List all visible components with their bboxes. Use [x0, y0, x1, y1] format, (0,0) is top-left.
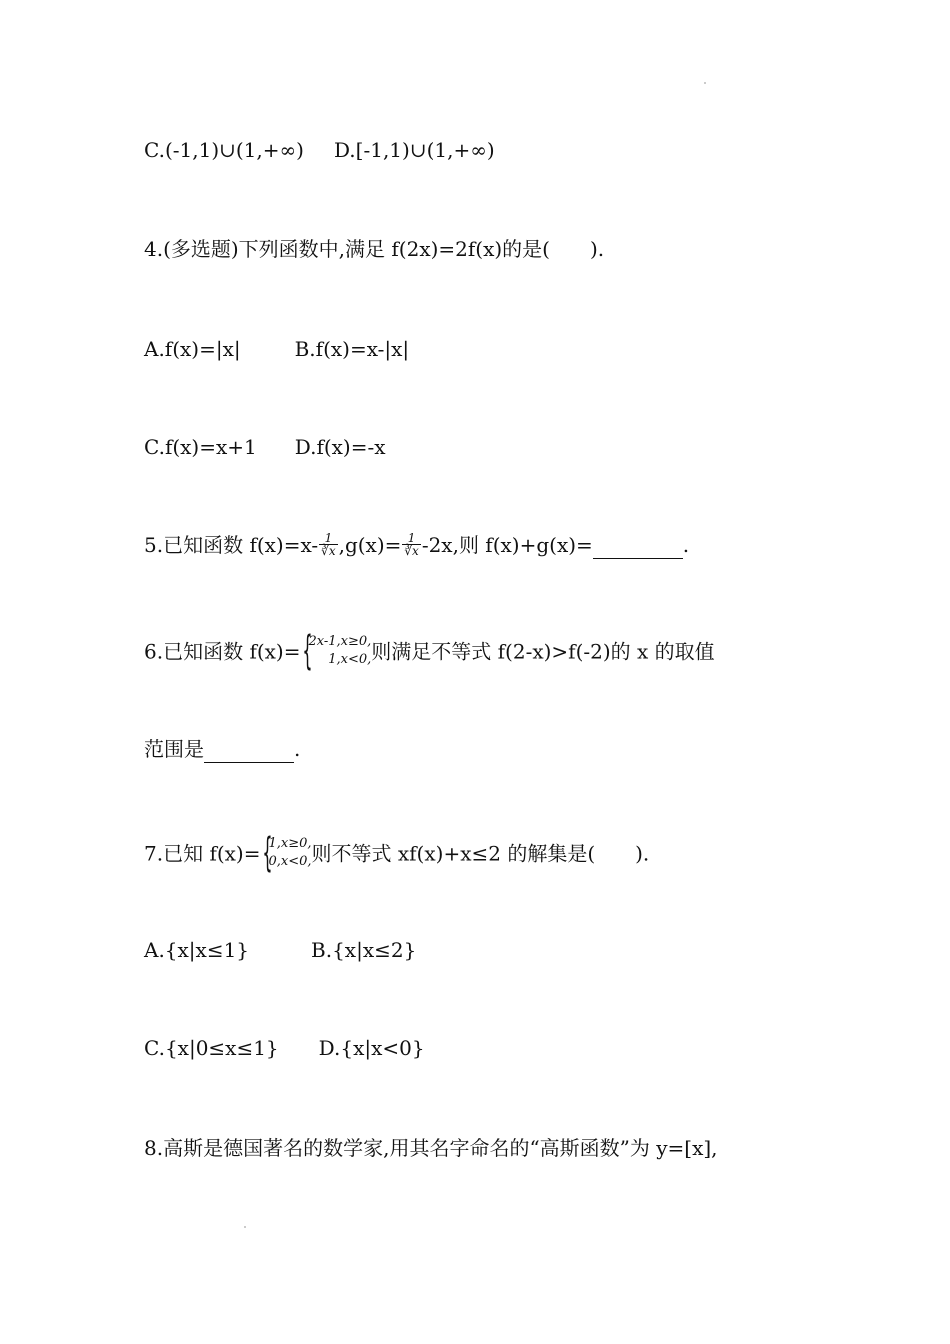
q5-suffix: -2x,则 f(x)+g(x)=	[421, 533, 593, 557]
q6-line2-text: 范围是	[144, 737, 204, 761]
q5-mid: ,g(x)=	[338, 533, 402, 557]
answer-blank	[204, 742, 294, 763]
answer-blank	[593, 538, 683, 559]
q3-option-d: D.[-1,1)∪(1,+∞)	[333, 138, 495, 162]
q4-options-ab	[144, 335, 409, 363]
q5-frac2-den: ∛x	[404, 544, 419, 558]
q7-stem	[144, 830, 650, 876]
q4-option-b: B.f(x)=x-|x|	[294, 337, 410, 361]
q7-option-d: D.{x|x<0}	[318, 1036, 425, 1060]
q7-suffix: 则不等式 xf(x)+x≤2 的解集是( ).	[311, 841, 650, 866]
q4-option-a: A.f(x)=|x|	[144, 337, 241, 361]
q4-options-cd	[144, 433, 386, 461]
q7-case-2: 0,x<0,	[268, 854, 312, 869]
q7-cases	[268, 835, 311, 871]
q5-fraction-2	[402, 532, 420, 557]
q4-stem: 4.(多选题)下列函数中,满足 f(2x)=2f(x)的是( ).	[144, 237, 605, 261]
scan-speck	[244, 1226, 246, 1228]
q5-frac2-num: 1	[402, 532, 420, 545]
q6-suffix: 则满足不等式 f(2-x)>f(-2)的 x 的取值	[371, 639, 715, 664]
q7-option-c: C.{x|0≤x≤1}	[144, 1036, 279, 1060]
q7-option-a: A.{x|x≤1}	[144, 938, 250, 962]
q7-options-cd	[144, 1034, 425, 1062]
q5-frac1-den: ∛x	[321, 544, 336, 558]
scan-speck	[704, 82, 706, 84]
q6-case-2: 1,x<0,	[328, 652, 372, 667]
q6-cases	[308, 633, 371, 669]
left-brace: {	[262, 830, 274, 876]
q7-options-ab	[144, 936, 416, 964]
q6-piecewise	[300, 628, 372, 674]
q5-prefix: 5.已知函数 f(x)=x-	[144, 533, 319, 557]
q5-end: .	[682, 533, 690, 557]
q5-fraction-1	[319, 532, 337, 557]
q6-case-1: 2x-1,x≥0,	[308, 634, 372, 649]
q4-option-d: D.f(x)=-x	[294, 435, 386, 459]
left-brace: {	[302, 628, 314, 674]
q3-option-c: C.(-1,1)∪(1,+∞)	[144, 138, 304, 162]
q6-end: .	[294, 737, 301, 761]
q6-stem	[144, 628, 715, 674]
q5-stem	[144, 531, 689, 559]
q3-options-cd	[144, 136, 495, 164]
q8-stem: 8.高斯是德国著名的数学家,用其名字命名的“高斯函数”为 y=[x],	[144, 1136, 718, 1160]
q6-line2	[144, 735, 300, 763]
q7-case-1: 1,x≥0,	[268, 836, 312, 851]
q5-frac1-num: 1	[319, 532, 337, 545]
q4-option-c: C.f(x)=x+1	[144, 435, 257, 459]
q7-prefix: 7.已知 f(x)=	[144, 841, 261, 866]
q6-prefix: 6.已知函数 f(x)=	[144, 639, 301, 664]
q7-option-b: B.{x|x≤2}	[311, 938, 417, 962]
q7-piecewise	[260, 830, 312, 876]
